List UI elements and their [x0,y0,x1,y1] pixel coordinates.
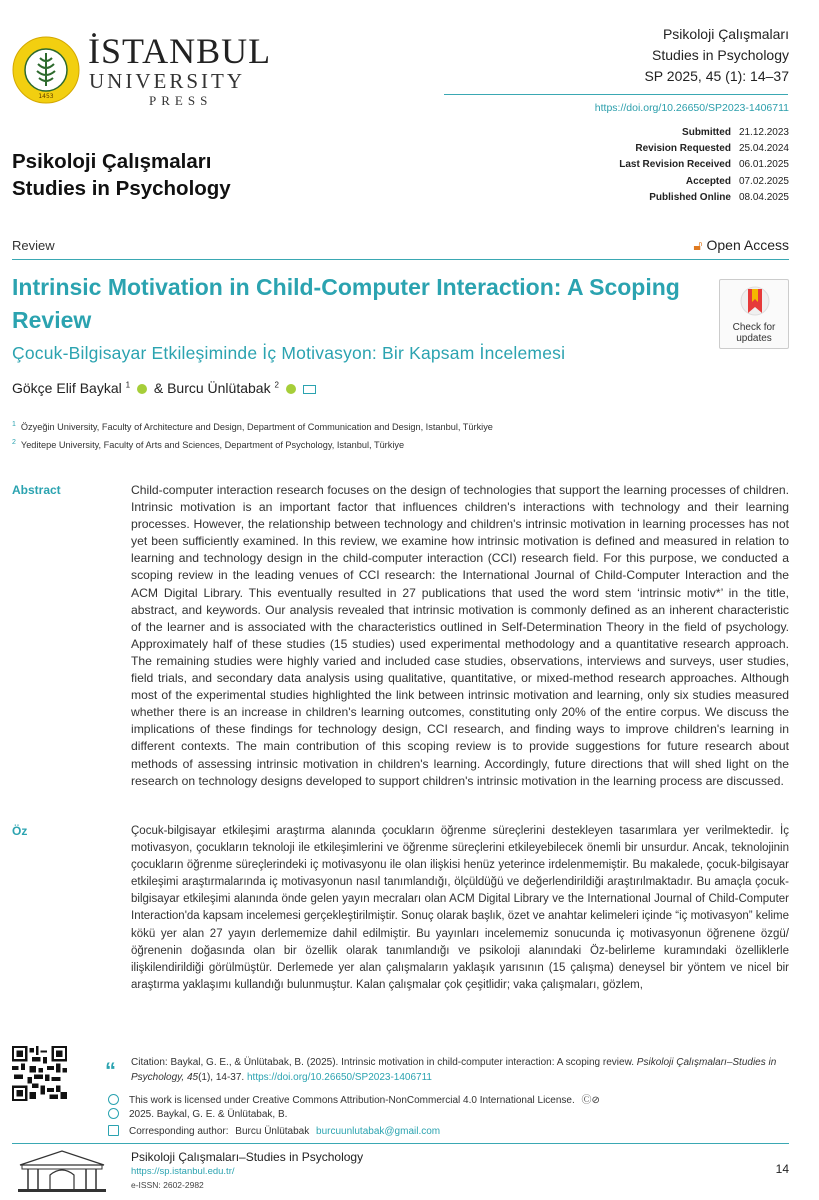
open-access-badge [693,237,789,254]
oz-label: Öz [12,824,28,838]
citation [131,1055,786,1085]
date-value: 08.04.2025 [738,191,789,203]
date-row [619,190,789,206]
corresponding-name: Burcu Ünlütabak [235,1126,310,1137]
copyright-icon [108,1108,119,1119]
check-for-updates-label: Check for updates [732,322,776,344]
bookmark-icon [740,286,770,320]
open-access-label: Open Access [706,237,789,253]
corresponding-label: Corresponding author: [129,1126,229,1137]
svg-text:1453: 1453 [38,93,54,100]
date-value: 21.12.2023 [738,127,789,138]
cc-license-icon [108,1094,119,1105]
date-label: Published Online [649,191,731,203]
license-text: This work is licensed under Creative Commons Attribution-NonCommercial 4.0 International License. [129,1095,575,1106]
affiliation-text: Yeditepe University, Faculty of Arts and Sciences, Department of Psychology, Istanbul, Türkiye [20,440,405,451]
check-for-updates-button[interactable] [719,279,789,349]
publisher-name-line2: UNIVERSITY [89,69,245,93]
author-separator: & [153,380,164,396]
date-value: 07.02.2025 [738,175,789,187]
copyright-row [108,1108,287,1120]
article-title: Intrinsic Motivation in Child-Computer Interaction: A Scoping Review [12,274,680,333]
article-type: Review [12,238,55,253]
header-divider [444,94,788,95]
orcid-icon[interactable] [286,384,296,394]
open-lock-icon: 🔓︎ [693,237,703,253]
date-label: Last Revision Received [619,159,731,171]
university-seal-icon [12,36,80,104]
abstract-body: Child-computer interaction research focuses on the design of technologies that support the learning processes of children. Intrinsic motivation is an important factor that influences children's interactions with technology and their learning processes. However, the relationship between technology and children's intrinsic motivation in learning processes has not yet been sufficiently examined. In this review, we examine how intrinsic motivation is defined and measured in relation to learning and technology design in the child-computer interaction (CCI) research field. For this purpose, we conducted a scoping review in the leading venues of CCI research: the International Journal of Child-Computer Interaction and the ACM Digital Library. This eventually resulted in 27 publications that used the word stem ‘intrinsic motiv*’ in the title, abstract, and keywords. Our analysis revealed that intrinsic motivation is commonly defined as an inherent characteristic of the learner and is associated with the characteristics outlined in Self-Determination Theory in the field of psychology. Approximately half of these studies (15 studies) used experimental methodology and a quantitative research approach. The remaining studies were highly varied and included case studies, observations, interviews and surveys, user studies, field trials, and secondary data analysis using qualitative, quantitative, or mixed-method research approaches. Although most of the experimental studies highlighted the link between intrinsic motivation and learning, only six studies measured whether there is an increase in children's learning outcomes, constituting only 20% of the entire corpus. We discuss the implications of these findings for technology design, CCI research, and finding ways to improve children's learning in different contexts. The main contribution of this scoping review is to provide suggestions for future research about methods of assessing intrinsic motivation in children's learning. Accordingly, future directions that will shed light on the research on technology designs developed to support children's intrinsic motivation in the learning process are discussed. [131,483,789,788]
author-affiliation-number: 1 [125,380,131,390]
corresponding-email-link[interactable]: burcuunlutabak@gmail.com [316,1126,441,1137]
affiliation [12,439,404,450]
license-row [108,1091,600,1106]
copyright-text: 2025. Baykal, G. E. & Ünlütabak, B. [129,1109,288,1120]
journal-title-line1: Psikoloji Çalışmaları [12,150,212,173]
footer-divider [12,1143,789,1144]
affiliation [12,421,493,432]
date-label: Accepted [685,175,731,187]
doi-link[interactable]: https://doi.org/10.26650/SP2023-1406711 [594,102,789,114]
quote-icon: “ [105,1058,116,1083]
footer-journal-name: Psikoloji Çalışmaları–Studies in Psychology [131,1150,364,1164]
date-row [619,141,789,157]
author-affiliation-number: 2 [274,380,279,390]
publisher-name-line1: İSTANBUL [88,31,272,71]
cc-by-nc-icon: Ⓒ⊘ [581,1095,600,1106]
date-row [619,125,789,141]
email-icon[interactable] [303,385,316,394]
corresponding-row [108,1125,440,1137]
journal-header-line1: Psikoloji Çalışmaları [662,26,789,42]
journal-title-line2: Studies in Psychology [12,177,231,200]
orcid-icon[interactable] [137,384,147,394]
footer-issn: e-ISSN: 2602-2982 [131,1180,204,1190]
envelope-icon [108,1125,119,1136]
oz-body: Çocuk-bilgisayar etkileşimi araştırma alanında çocukların öğrenme süreçlerini destekleyen tasarımlara yer verilmektedir. İç motivasyon, çocukların teknoloji ile etkileşimlerini ve öğrenme süreçlerini etkileyebilecek önemli bir unsurdur. Ancak, teknolojinin çocukların öğrenme süreçlerindeki iç motivasyonu ile olan ilişkisi henüz yeterince irdelenmemiştir. Bu makalede, çocuk-bilgisayar etkileşimi araştırmalarında iç motivasyonun nasıl tanımlandığı, ölçüldüğü ve değerlendirildiği araştırılmaktadır. Bu amaçla çocuk-bilgisayar etkileşimi alanında önde gelen yayın mecraları olan ACM Digital Library ve the International Journal of Child-Computer Interaction'da kapsam incelemesi gerçekleştirilmiştir. Sonuç olarak başlık, özet ve anahtar kelimeleri içinde “iç motivasyon” kelime kökü yer alan 27 yayın derlememize dahil edilmiştir. Bu yayınları incelememiz sonucunda iç motivasyonun öğrenene özgü/ öğrenenin doğasında olan bir özellik olarak tanımlandığı ve psikoloji alanındaki Öz-belirleme kuramındaki özelliklerle ilişkilendirildiği görülmüştür. Derlemede yer alan çalışmaların yaklaşık yarısının (15 çalışma) deneysel bir yöntem ve nicel bir araştırma yaklaşımı kullandığı bulunmuştur. Kalan çalışmalar çok çeşitlidir; vaka çalışmaları, gözlem, [131,825,789,991]
journal-header-line2: Studies in Psychology [652,47,789,63]
journal-title [12,148,231,202]
date-value: 25.04.2024 [738,143,789,155]
affiliation-number: 1 [12,421,16,428]
date-label: Revision Requested [635,143,731,155]
article-title-turkish: Çocuk-Bilgisayar Etkileşiminde İç Motivasyon: Bir Kapsam İncelemesi [12,343,566,363]
citation-doi-link[interactable]: https://doi.org/10.26650/SP2023-1406711 [247,1072,432,1083]
publisher-name-line3: PRESS [149,93,213,108]
date-value: 06.01.2025 [738,159,789,171]
page-number: 14 [775,1162,789,1176]
author-name: Gökçe Elif Baykal [12,380,122,396]
abstract-label: Abstract [12,483,61,497]
qr-code-icon [12,1046,67,1101]
dates-table [619,125,789,206]
citation-issue: (1), 14-37. [198,1072,245,1083]
affiliation-number: 2 [12,439,16,446]
journal-header-line3: SP 2025, 45 (1): 14–37 [644,68,789,84]
date-row [619,157,789,173]
citation-text: Citation: Baykal, G. E., & Ünlütabak, B. (2025). Intrinsic motivation in child-computer interaction: A scoping review. [131,1057,635,1068]
section-divider [12,259,789,260]
footer-url-link[interactable]: https://sp.istanbul.edu.tr/ [131,1166,235,1177]
publisher-logo [12,30,272,110]
affiliation-text: Özyeğin University, Faculty of Architecture and Design, Department of Communication and Design, Istanbul, Türkiye [20,422,493,433]
author-line [12,380,316,396]
author-name: Burcu Ünlütabak [167,380,271,396]
date-row [619,174,789,190]
journal-header [644,24,789,87]
citation-journal: Psikoloji Çalışmaları–Studies in Psychology, 45 [131,1057,777,1083]
university-gate-icon [12,1147,112,1193]
date-label: Submitted [682,127,731,138]
